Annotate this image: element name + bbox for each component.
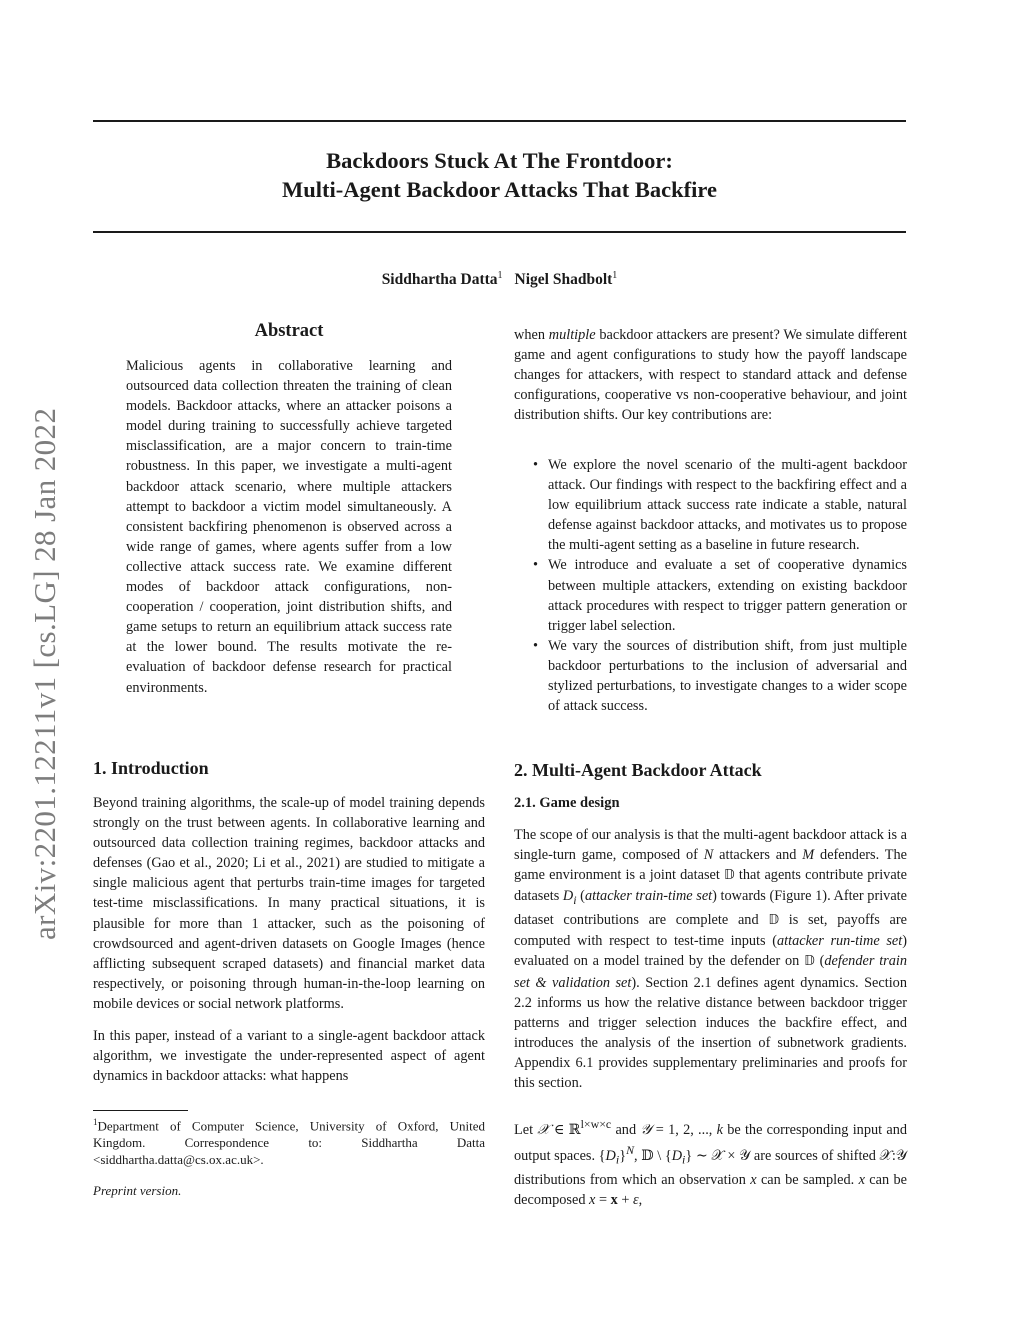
- bullet-icon: •: [533, 457, 539, 473]
- paragraph: Let 𝒳 ∈ ℝ$^{l\times w\times c}$ and 𝒴 = 1, 2, ..., k be the corresponding input and output spaces. $\{D_i\}^N$, 𝔻 \ $\{D_i\}$ ∼ 𝒳 × 𝒴 are sources of shifted 𝒳:𝒴 distributions from which an observation x can be sampled. x can be decomposed x = x + ε,: [514, 1117, 908, 1208]
- author-name: Siddhartha Datta: [381, 271, 498, 289]
- subsection-heading-game-design: 2.1. Game design: [514, 795, 620, 811]
- section-heading-multi-agent: 2. Multi-Agent Backdoor Attack: [514, 760, 762, 780]
- title-line-1: Backdoors Stuck At The Frontdoor:: [326, 148, 673, 173]
- abstract-heading: Abstract: [254, 321, 324, 341]
- section-heading-introduction: 1. Introduction: [93, 758, 209, 778]
- paragraph: when multiple backdoor attackers are present? We simulate different game and agent configurations to study how the payoff landscape changes for attackers, with respect to standard attack and defense configurations, cooperative vs non-cooperative behaviour, and joint distribution shifts. Our key contributions are:: [514, 327, 907, 424]
- paragraph: The scope of our analysis is that the multi-agent backdoor attack is a single-turn game, composed of N attackers and M defenders. The game environment is a joint dataset 𝔻 that agents contribute private datasets $D_i$ (attacker train-time set) towards (Figure 1). After private dataset contributions are complete and 𝔻 is set, payoffs are computed with respect to test-time inputs (attacker run-time set) evaluated on a model trained by the defender on 𝔻 (defender train set & validation set). Section 2.1 defines agent dynamics. Section 2.2 informs us how the relative distance between backdoor trigger patterns and trigger selection induces the backfire effect, and introduces the analysis of the insertion of subnetwork gradients. Appendix 6.1 provides supplementary preliminaries and proofs for this section.: [514, 827, 908, 1091]
- arxiv-identifier: arXiv:2201.12211v1 [cs.LG] 28 Jan 2022: [27, 407, 62, 940]
- paper-title: [93, 146, 906, 204]
- footnote-text: Department of Computer Science, University of Oxford, United Kingdom. Correspondence to: Siddhartha Datta <siddhartha.datta@cs.ox.ac.uk>.: [93, 1118, 485, 1168]
- footnote-rule: [93, 1110, 188, 1111]
- paragraph: Beyond training algorithms, the scale-up of model training depends strongly on the trust between agents. In collaborative learning and outsourced data collection training regimes, backdoor attacks and defenses (Gao et al., 2020; Li et al., 2021) are studied to mitigate a single malicious agent that perturbs train-time images for targeted test-time misclassifications. In many practical situations, it is plausible for more than 1 attacker, such as the poisoning of crowdsourced and agent-driven datasets on Google Images (hence afflicting subsequent scraped datasets) and financial market data respectively, or poisoning through human-in-the-loop learning on mobile devices or social network platforms.: [93, 795, 485, 1012]
- list-item: • We introduce and evaluate a set of cooperative dynamics between multiple attackers, extending on existing backdoor attack procedures with respect to trigger pattern generation or trigger label selection.: [533, 557, 907, 634]
- footnote-mark: 1: [93, 1117, 98, 1127]
- title-line-2: Multi-Agent Backdoor Attacks That Backfire: [281, 177, 717, 202]
- bullet-icon: •: [533, 637, 539, 654]
- list-item: • We explore the novel scenario of the multi-agent backdoor attack. Our findings with respect to the backfiring effect and a low equilibrium attack success rate indicate a stable, natural defense against backdoor attacks, and motivates us to propose the multi-agent setting as a baseline in future research.: [533, 457, 907, 554]
- game-design-body: [514, 825, 907, 1093]
- author-affiliation: 1: [612, 270, 618, 281]
- author-affiliation: 1: [497, 270, 503, 281]
- abstract-body: [126, 356, 452, 698]
- abstract-text: Malicious agents in collaborative learning and outsourced data collection threaten the training of clean models. Backdoor attacks, where an attacker poisons a model during training to successfully achieve targeted misclassification, are a major concern to train-time robustness. In this paper, we investigate a multi-agent backdoor attack scenario, where multiple attackers attempt to backdoor a victim model simultaneously. A consistent backfiring phenomenon is observed across a wide range of games, where agents suffer from a low collective attack success rate. We examine different modes of backdoor attack configurations, non-cooperation / cooperation, joint distribution shifts, and game setups to return an equilibrium attack success rate at the lower bound. The results motivate the re-evaluation of backdoor defense research for practical environments.: [126, 358, 452, 696]
- title-rule-top: [93, 120, 906, 122]
- title-rule-bottom: [93, 231, 906, 233]
- contributions-list: [514, 455, 907, 716]
- footnote: [93, 1114, 485, 1168]
- bullet-icon: •: [533, 557, 539, 574]
- author-name: Nigel Shadbolt: [514, 271, 613, 289]
- paragraph: In this paper, instead of a variant to a single-agent backdoor attack algorithm, we investigate the under-represented aspect of agent dynamics in backdoor attacks: what happens: [93, 1028, 485, 1085]
- introduction-body: [93, 793, 485, 1086]
- author-list: [93, 266, 906, 290]
- preprint-notice: Preprint version.: [93, 1183, 182, 1198]
- list-item: • We vary the sources of distribution shift, from just multiple backdoor perturbations to the inclusion of adversarial and stylized perturbations, to investigate changes to a wider scope of attack success.: [533, 637, 907, 715]
- spaces-definition-body: [514, 1114, 907, 1210]
- emphasis: multiple: [548, 327, 596, 343]
- introduction-continued: [514, 325, 907, 425]
